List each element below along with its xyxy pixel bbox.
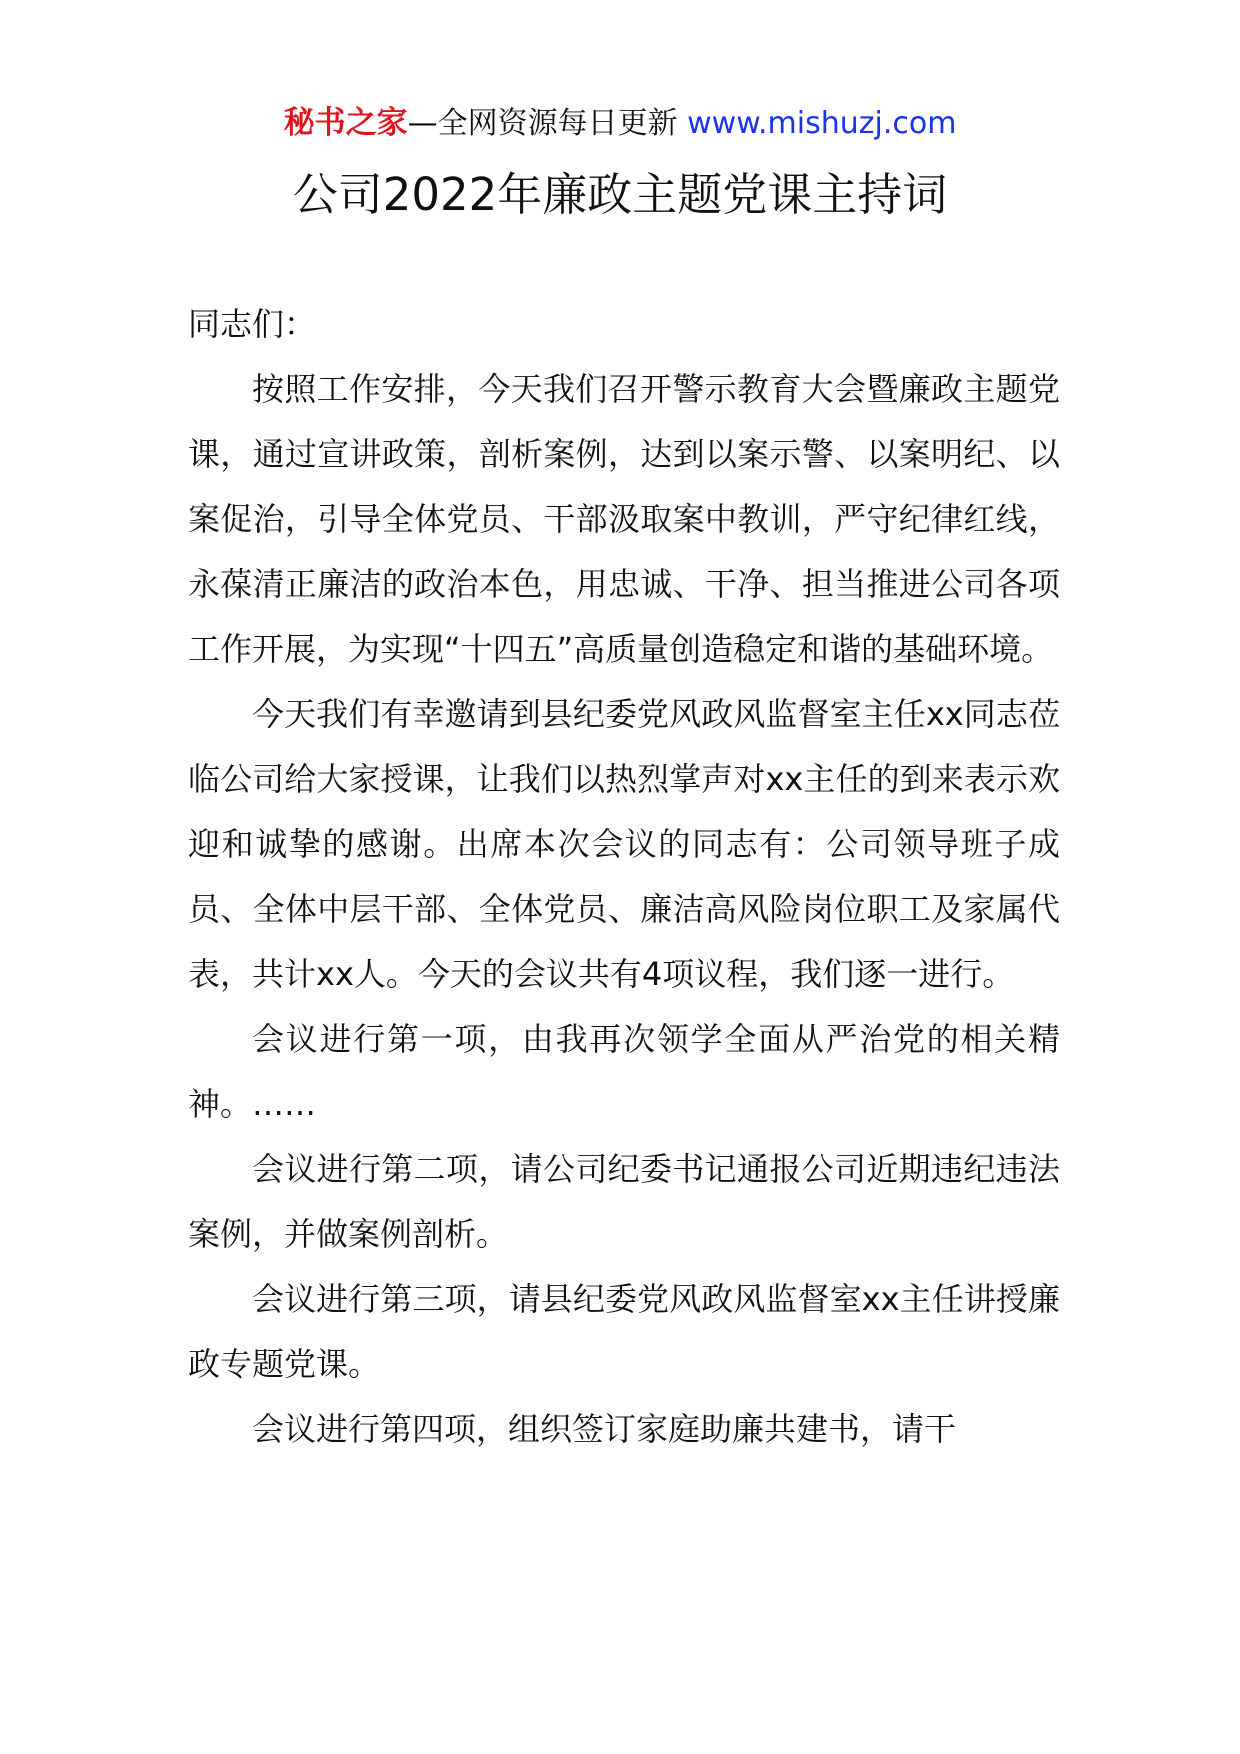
document-title: 公司2022年廉政主题党课主持词 [292,168,948,221]
site-url-link[interactable]: www.mishuzj.com [687,106,957,141]
salutation: 同志们： [188,305,317,343]
paragraph-agenda-1: 会议进行第一项，由我再次领学全面从严治党的相关精神。…… [188,1020,1060,1123]
paragraph-intro: 按照工作安排，今天我们召开警示教育大会暨廉政主题党课，通过宣讲政策，剖析案例，达到以案示警、以案明纪、以案促治，引导全体党员、干部汲取案中教训，严守纪律红线，永葆清正廉洁的政治本色，用忠诚、干净、担当推进公司各项工作开展，为实现“十四五”高质量创造稳定和谐的基础环境。 [188,370,1060,668]
header-slogan: —全网资源每日更新 [407,106,678,141]
paragraph-agenda-3: 会议进行第三项，请县纪委党风政风监督室xx主任讲授廉政专题党课。 [188,1280,1060,1383]
paragraph-agenda-4: 会议进行第四项，组织签订家庭助廉共建书，请干 [252,1410,957,1448]
document-body [188,292,1060,1462]
site-header [0,100,1240,147]
paragraph-guests: 今天我们有幸邀请到县纪委党风政风监督室主任xx同志莅临公司给大家授课，让我们以热烈掌声对xx主任的到来表示欢迎和诚挚的感谢。出席本次会议的同志有：公司领导班子成员、全体中层干部、全体党员、廉洁高风险岗位职工及家属代表，共计xx人。今天的会议共有4项议程，我们逐一进行。 [188,695,1060,993]
brand-name: 秘书之家 [283,105,408,141]
paragraph-agenda-2: 会议进行第二项，请公司纪委书记通报公司近期违纪违法案例，并做案例剖析。 [188,1150,1060,1253]
